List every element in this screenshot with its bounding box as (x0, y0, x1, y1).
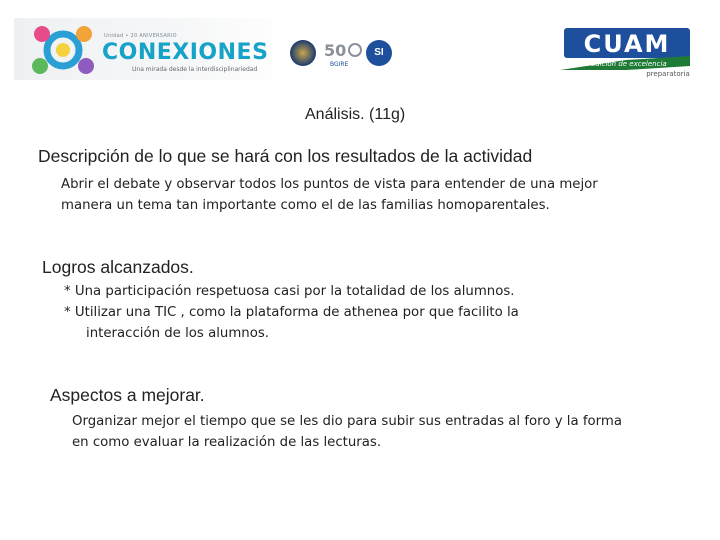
description-text (61, 174, 598, 216)
cuam-logo-icon (556, 22, 694, 78)
conexiones-subtitle: Una mirada desde la interdisciplinariedad (132, 66, 258, 73)
conexiones-logo-icon (28, 22, 98, 78)
improve-heading: Aspectos a mejorar. (50, 385, 205, 405)
conexiones-kicker: Unidad • 20 ANIVERSARIO (104, 33, 177, 39)
svg-text:tradición de excelencia: tradición de excelencia (585, 60, 667, 68)
si-logo-icon: SI (366, 40, 392, 66)
achievements-heading: Logros alcanzados. (42, 257, 194, 277)
improve-line: en como evaluar la realización de las lecturas. (72, 435, 382, 450)
svg-text:BGIRE: BGIRE (330, 61, 349, 68)
svg-text:preparatoria: preparatoria (646, 70, 690, 78)
svg-text:50: 50 (324, 41, 347, 60)
improve-line: Organizar mejor el tiempo que se les dio para subir sus entradas al foro y la forma (72, 414, 623, 429)
list-item: interacción de los alumnos. (86, 326, 270, 341)
description-heading: Descripción de lo que se hará con los resultados de la actividad (38, 146, 533, 166)
list-item: * Utilizar una TIC , como la plataforma de athenea por que facilito la (64, 305, 519, 320)
achievements-list (64, 281, 519, 344)
slide-title: Análisis. (11g) (305, 106, 406, 123)
list-item: * Una participación respetuosa casi por la totalidad de los alumnos. (64, 284, 515, 299)
unam-seal-icon (290, 40, 316, 66)
description-line: Abrir el debate y observar todos los puntos de vista para entender de una mejor (61, 177, 598, 192)
svg-text:CUAM: CUAM (583, 30, 671, 58)
conexiones-title: CONEXIONES (102, 40, 269, 65)
bgire-50-logo-icon (322, 38, 362, 68)
description-line: manera un tema tan importante como el de las familias homoparentales. (61, 198, 550, 213)
improve-text (72, 411, 622, 453)
